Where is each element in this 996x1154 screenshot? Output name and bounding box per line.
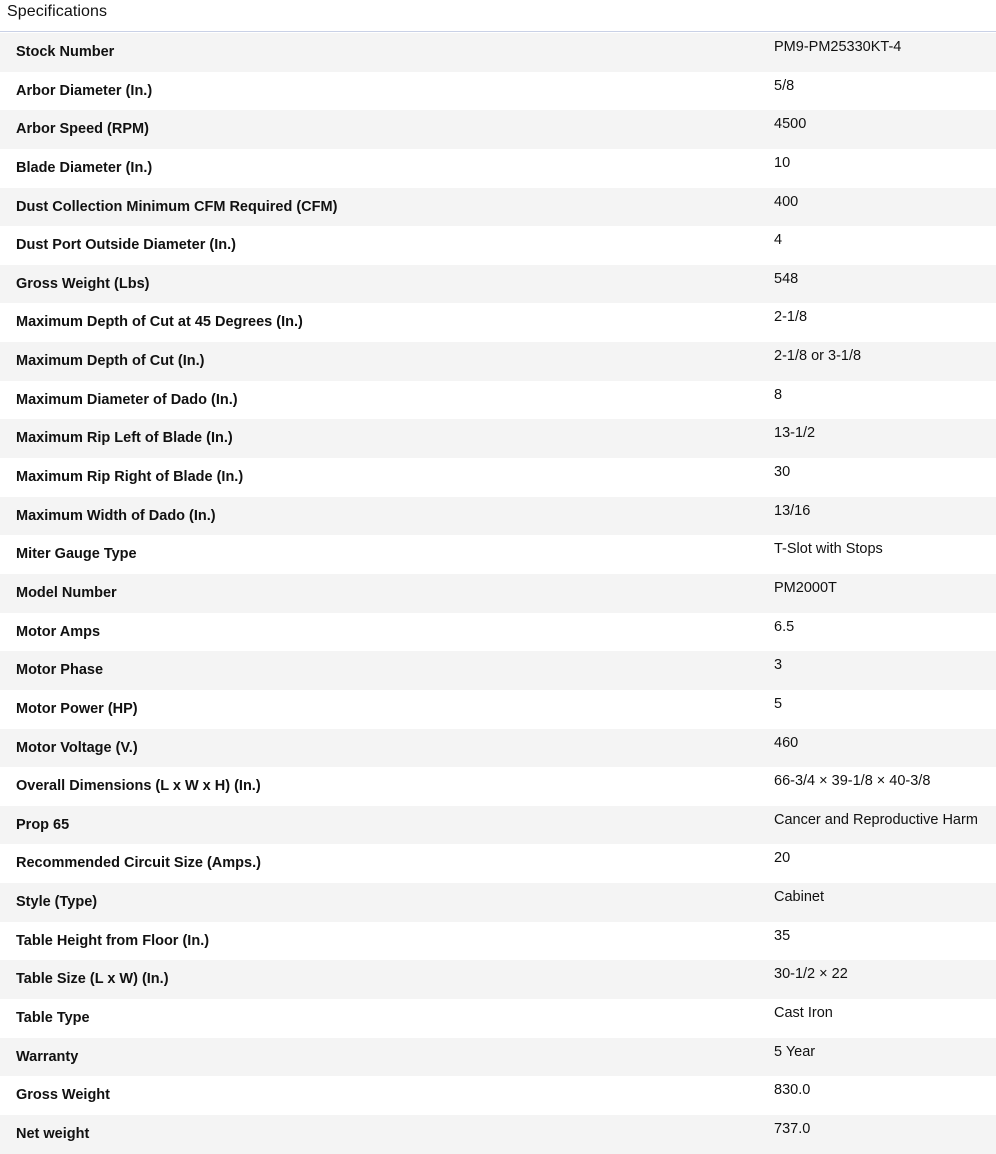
spec-label: Dust Port Outside Diameter (In.) [16,237,236,254]
spec-value: 66-3/4 × 39-1/8 × 40-3/8 [774,773,931,790]
spec-label-cell [0,767,758,806]
spec-row [0,1076,996,1115]
spec-row [0,303,996,342]
spec-label: Maximum Depth of Cut at 45 Degrees (In.) [16,314,303,331]
spec-label: Style (Type) [16,894,98,911]
section-title: Specifications [7,3,108,20]
spec-row [0,574,996,613]
spec-row [0,844,996,883]
spec-row [0,72,996,111]
spec-value: 2-1/8 or 3-1/8 [774,348,862,365]
spec-label: Blade Diameter (In.) [16,159,153,176]
spec-row [0,960,996,999]
spec-value-cell [758,72,996,111]
spec-label-cell [0,72,758,111]
spec-label-cell [0,922,758,961]
spec-row [0,922,996,961]
spec-value: T-Slot with Stops [774,541,883,558]
spec-value: 460 [774,734,799,751]
spec-label-cell [0,33,758,72]
spec-value: 830.0 [774,1082,811,1099]
spec-row [0,110,996,149]
spec-label: Model Number [16,584,117,601]
spec-row [0,149,996,188]
spec-label-cell [0,960,758,999]
spec-value: 13/16 [774,502,811,519]
spec-value: 8 [774,386,783,403]
spec-row [0,265,996,304]
spec-row [0,226,996,265]
spec-label-cell [0,574,758,613]
spec-value-cell [758,497,996,536]
spec-value-cell [758,149,996,188]
spec-value: 3 [774,657,783,674]
spec-label-cell [0,690,758,729]
spec-value-cell [758,767,996,806]
spec-label: Net weight [16,1125,90,1142]
spec-label: Gross Weight [16,1087,110,1104]
spec-label-cell [0,729,758,768]
spec-row [0,419,996,458]
spec-label-cell [0,651,758,690]
spec-row [0,342,996,381]
spec-value-cell [758,844,996,883]
spec-value-cell [758,535,996,574]
spec-value-cell [758,613,996,652]
spec-label-cell [0,497,758,536]
spec-label: Maximum Rip Right of Blade (In.) [16,469,244,486]
spec-label: Gross Weight (Lbs) [16,275,150,292]
spec-label-cell [0,188,758,227]
spec-value: 30 [774,464,791,481]
spec-value-cell [758,110,996,149]
spec-value-cell [758,883,996,922]
spec-value-cell [758,342,996,381]
spec-label-cell [0,844,758,883]
spec-row [0,883,996,922]
spec-row [0,497,996,536]
spec-label-cell [0,265,758,304]
spec-value: 6.5 [774,618,795,635]
spec-row [0,999,996,1038]
spec-row [0,690,996,729]
specifications-header [0,0,996,32]
spec-row [0,806,996,845]
spec-label: Maximum Diameter of Dado (In.) [16,391,238,408]
spec-value-cell [758,419,996,458]
spec-value: 35 [774,927,791,944]
spec-value-cell [758,188,996,227]
spec-row [0,535,996,574]
spec-value-cell [758,999,996,1038]
spec-label: Maximum Rip Left of Blade (In.) [16,430,233,447]
spec-value-cell [758,458,996,497]
spec-label-cell [0,535,758,574]
spec-value-cell [758,1076,996,1115]
spec-label: Stock Number [16,44,115,60]
spec-label: Maximum Width of Dado (In.) [16,507,216,524]
spec-value-cell [758,33,996,72]
spec-value-cell [758,574,996,613]
spec-row [0,33,996,72]
spec-value: Cabinet [774,889,824,906]
spec-label: Table Size (L x W) (In.) [16,971,169,988]
spec-value: 548 [774,270,799,287]
spec-value-cell [758,1038,996,1077]
spec-value: 10 [774,154,791,171]
spec-label-cell [0,342,758,381]
spec-label: Miter Gauge Type [16,546,137,563]
spec-value: 5 [774,695,783,712]
spec-value: PM9-PM25330KT-4 [774,39,902,55]
spec-label-cell [0,381,758,420]
spec-row [0,458,996,497]
spec-value: 13-1/2 [774,425,816,442]
spec-value: 5 Year [774,1043,816,1060]
spec-value: 30-1/2 × 22 [774,966,848,983]
spec-label-cell [0,1038,758,1077]
spec-value-cell [758,960,996,999]
spec-label: Overall Dimensions (L x W x H) (In.) [16,778,261,795]
spec-value: 20 [774,850,791,867]
spec-value: PM2000T [774,579,837,596]
spec-label: Table Height from Floor (In.) [16,932,210,949]
spec-label: Arbor Speed (RPM) [16,121,149,138]
spec-label-cell [0,226,758,265]
spec-value: 5/8 [774,77,795,94]
spec-value-cell [758,690,996,729]
spec-value: 400 [774,193,799,210]
spec-label: Maximum Depth of Cut (In.) [16,353,205,370]
spec-label: Dust Collection Minimum CFM Required (CFM) [16,198,338,215]
spec-label: Table Type [16,1010,90,1027]
spec-label: Arbor Diameter (In.) [16,82,153,99]
spec-value: Cancer and Reproductive Harm [774,811,978,828]
spec-value: Cast Iron [774,1005,833,1022]
spec-value-cell [758,922,996,961]
spec-label-cell [0,883,758,922]
spec-label-cell [0,419,758,458]
spec-value-cell [758,651,996,690]
spec-row [0,651,996,690]
spec-label-cell [0,999,758,1038]
spec-value: 4500 [774,116,807,133]
specifications-table [0,33,996,1154]
spec-value-cell [758,303,996,342]
spec-row [0,1038,996,1077]
specifications-table-body [0,33,996,1154]
spec-value-cell [758,729,996,768]
spec-label-cell [0,458,758,497]
spec-label: Prop 65 [16,816,70,833]
spec-label: Motor Phase [16,662,104,679]
spec-value-cell [758,381,996,420]
spec-value: 737.0 [774,1120,811,1137]
spec-label: Motor Power (HP) [16,700,138,717]
spec-label: Motor Voltage (V.) [16,739,138,756]
spec-row [0,381,996,420]
spec-value-cell [758,226,996,265]
spec-label: Warranty [16,1048,79,1065]
spec-value-cell [758,806,996,845]
spec-row [0,729,996,768]
spec-label-cell [0,613,758,652]
spec-label: Motor Amps [16,623,101,640]
spec-row [0,767,996,806]
spec-label: Recommended Circuit Size (Amps.) [16,855,261,872]
spec-label-cell [0,110,758,149]
spec-label-cell [0,149,758,188]
spec-row [0,188,996,227]
spec-value-cell [758,265,996,304]
spec-label-cell [0,1076,758,1115]
spec-row [0,613,996,652]
spec-value: 4 [774,232,783,249]
spec-value: 2-1/8 [774,309,808,326]
spec-label-cell [0,806,758,845]
spec-label-cell [0,303,758,342]
